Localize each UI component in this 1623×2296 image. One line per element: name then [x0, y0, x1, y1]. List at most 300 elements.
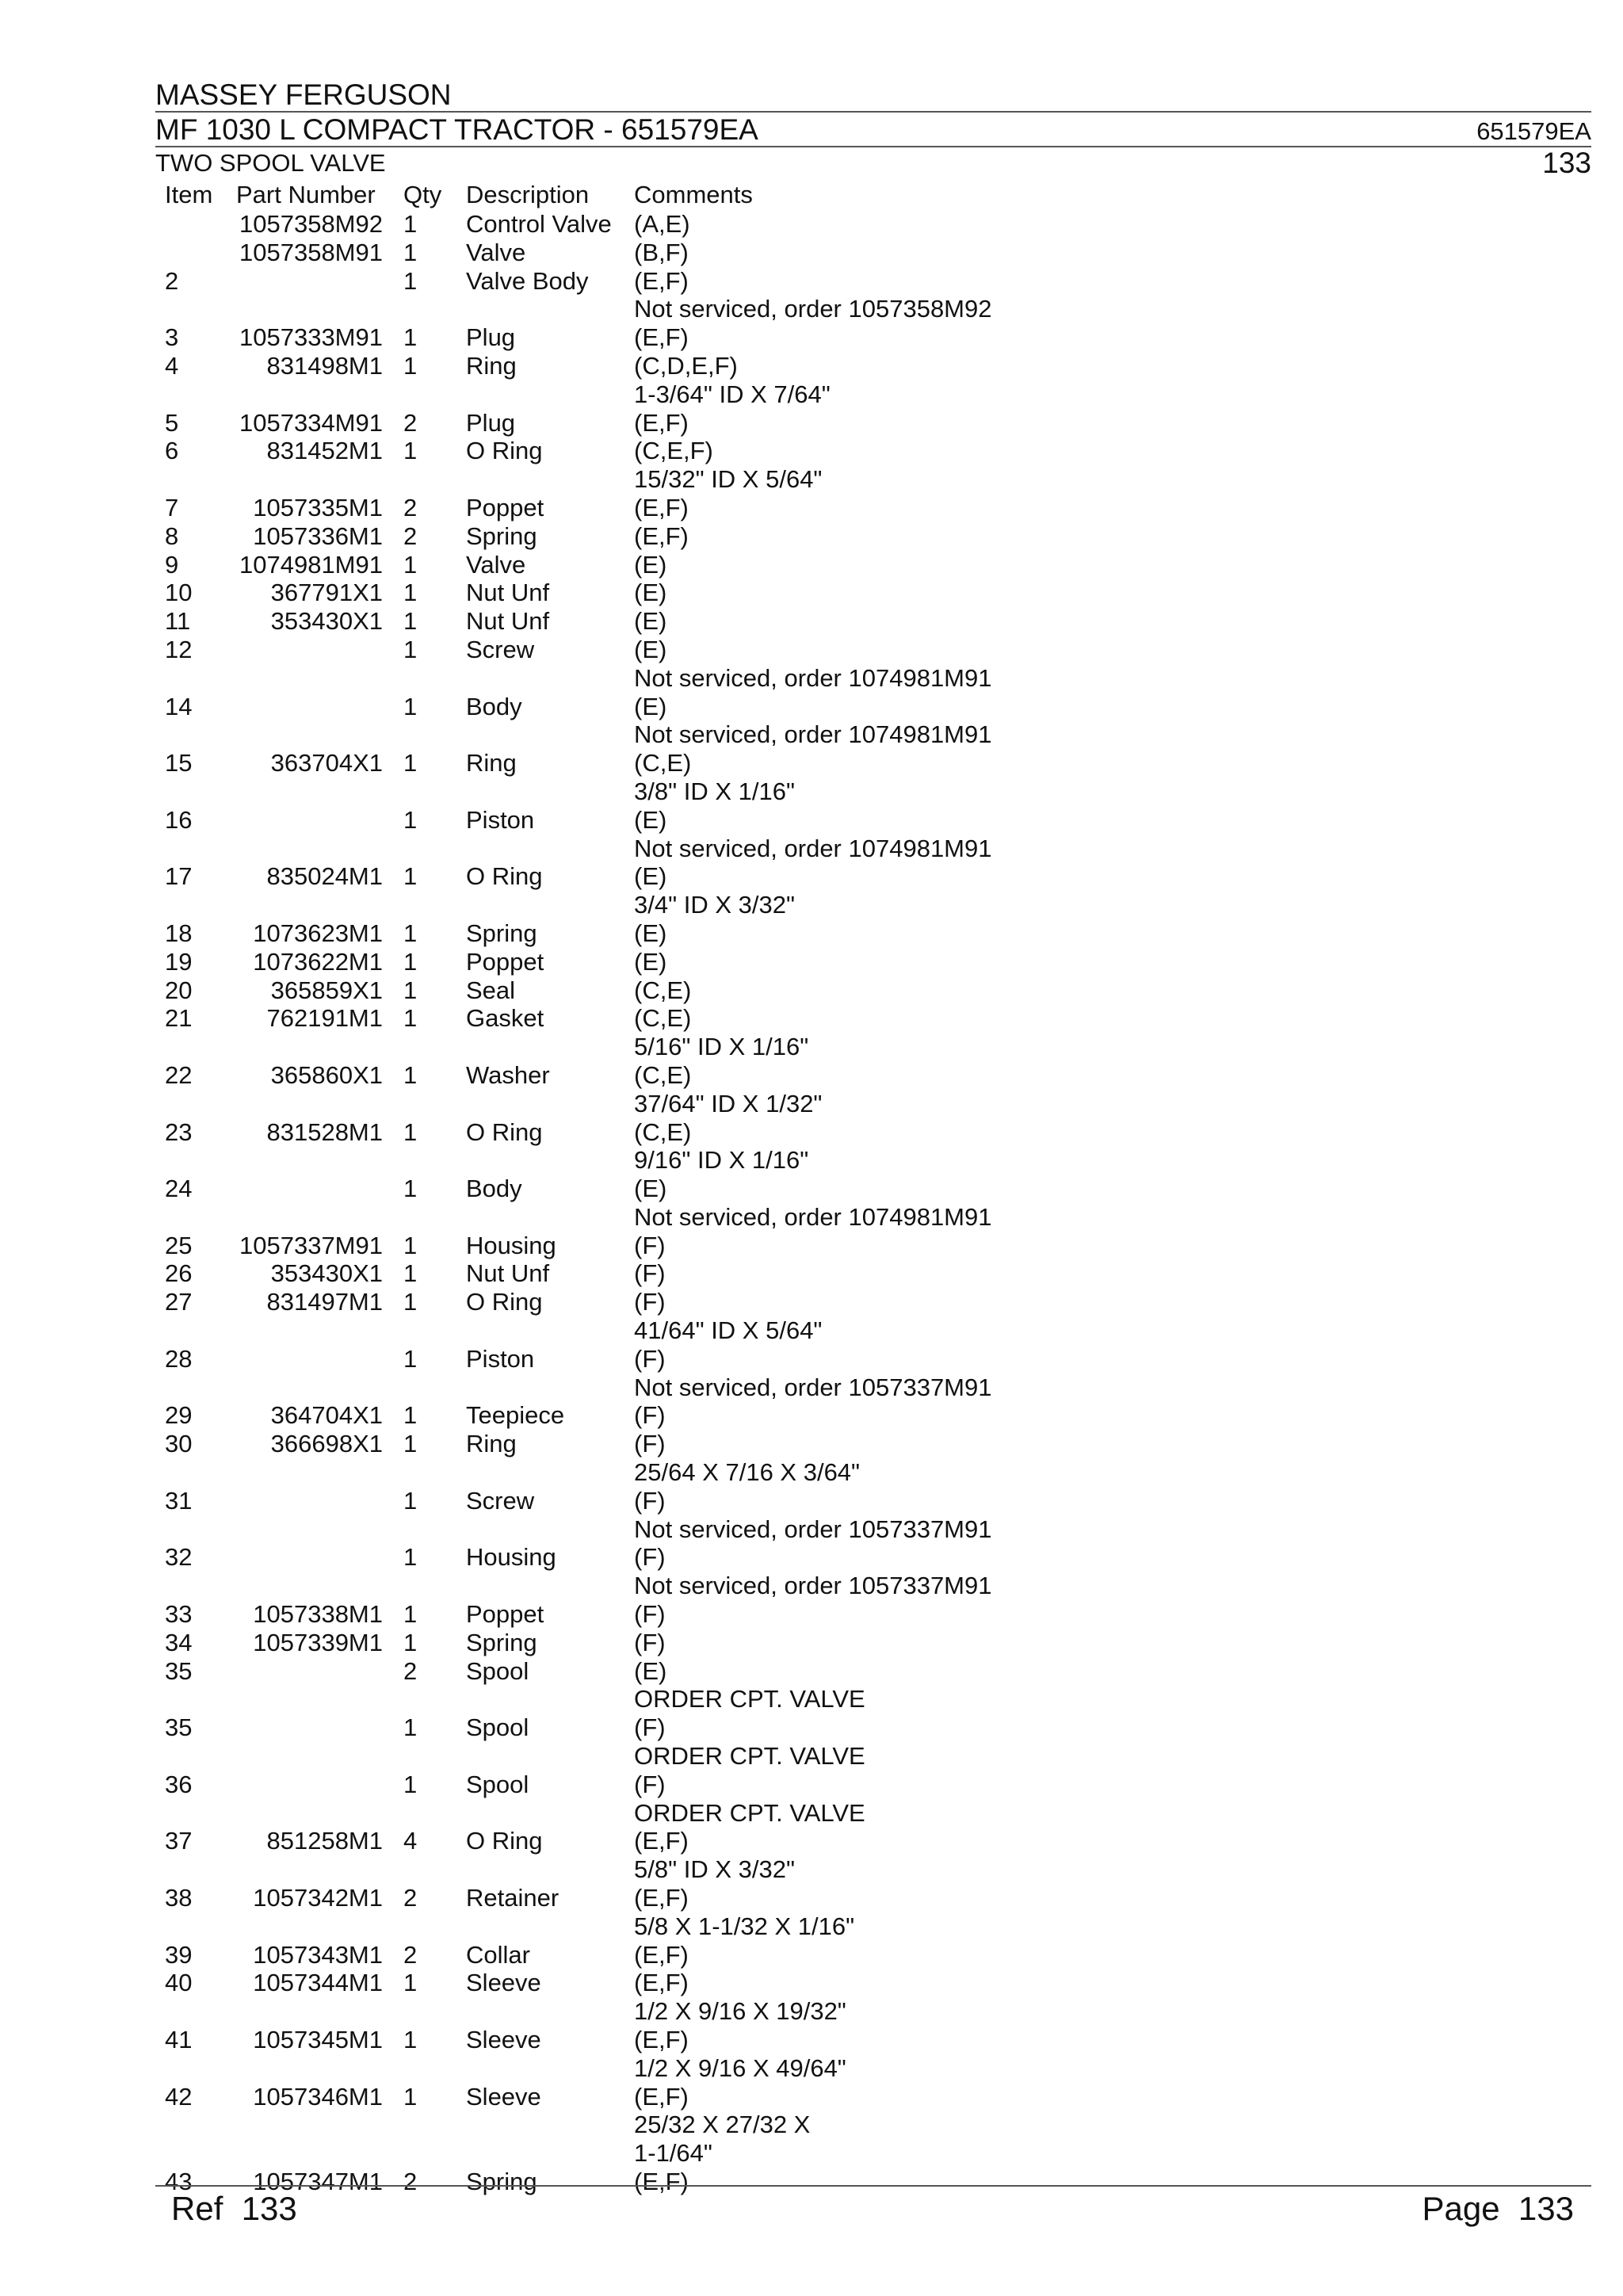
item-number: 6 [165, 437, 179, 465]
comment: (E,F) [634, 408, 689, 437]
table-row [0, 1600, 1623, 1629]
comment: (C,E) [634, 749, 692, 777]
comment: (E,F) [634, 493, 689, 521]
description: Gasket [466, 1004, 544, 1033]
part-number: 1057337M91 [239, 1231, 383, 1259]
item-number: 29 [165, 1401, 193, 1430]
table-row [0, 267, 1623, 296]
quantity: 1 [403, 976, 418, 1004]
comment: (E,F) [634, 2026, 689, 2053]
description: Ring [466, 749, 517, 777]
comment: (F) [634, 1713, 666, 1742]
quantity: 1 [403, 1486, 418, 1515]
section-title: TWO SPOOL VALVE [155, 149, 386, 177]
quantity: 1 [403, 1060, 418, 1089]
description: Washer [466, 1060, 550, 1089]
table-row [0, 2026, 1623, 2054]
table-row [0, 1146, 1623, 1175]
comment: (F) [634, 1628, 666, 1656]
comment: 37/64" ID X 1/32" [634, 1089, 823, 1117]
comment: (C,E) [634, 1060, 692, 1089]
part-number: 1057347M1 [253, 2167, 383, 2195]
quantity: 1 [403, 1770, 418, 1798]
quantity: 1 [403, 1430, 418, 1458]
part-number: 366698X1 [270, 1430, 383, 1458]
table-row [0, 1799, 1623, 1828]
comment: 1-1/64" [634, 2139, 712, 2168]
part-number: 762191M1 [266, 1004, 383, 1033]
table-row [0, 919, 1623, 948]
comment: (C,E) [634, 976, 692, 1004]
item-number: 18 [165, 919, 193, 947]
comment: (E,F) [634, 1940, 689, 1969]
description: Body [466, 1175, 522, 1203]
comment: 9/16" ID X 1/16" [634, 1146, 809, 1175]
comment: (E,F) [634, 521, 689, 550]
comment: (F) [634, 1486, 666, 1515]
part-number: 1057345M1 [253, 2026, 383, 2053]
quantity: 1 [403, 862, 418, 891]
item-number: 41 [165, 2026, 193, 2053]
comment: (E,F) [634, 2082, 689, 2111]
table-row [0, 806, 1623, 835]
description: Piston [466, 1344, 535, 1373]
table-row [0, 2083, 1623, 2111]
item-number: 35 [165, 1656, 193, 1685]
part-number: 1057336M1 [253, 521, 383, 550]
comment: 1-3/64" ID X 7/64" [634, 380, 831, 408]
table-row [0, 1713, 1623, 1742]
comment: (E) [634, 692, 667, 720]
comment: Not serviced, order 1074981M91 [634, 663, 992, 692]
comment: (E) [634, 635, 667, 663]
item-number: 19 [165, 947, 193, 976]
quantity: 1 [403, 947, 418, 976]
item-number: 22 [165, 1060, 193, 1089]
description: Plug [466, 408, 516, 437]
table-row [0, 1458, 1623, 1487]
part-number: 1057342M1 [253, 1884, 383, 1912]
description: Control Valve [466, 210, 612, 238]
quantity: 1 [403, 805, 418, 834]
table-row [0, 1004, 1623, 1033]
table-row [0, 1175, 1623, 1203]
item-number: 16 [165, 805, 193, 834]
comment: 3/8" ID X 1/16" [634, 777, 795, 805]
table-row [0, 352, 1623, 380]
table-row [0, 636, 1623, 664]
table-row [0, 1061, 1623, 1090]
comment: Not serviced, order 1057337M91 [634, 1572, 992, 1600]
quantity: 1 [403, 1175, 418, 1203]
part-number: 831498M1 [266, 351, 383, 380]
item-number: 20 [165, 976, 193, 1004]
quantity: 1 [403, 1231, 418, 1259]
description: Poppet [466, 493, 544, 521]
part-number: 365860X1 [270, 1060, 383, 1089]
item-number: 31 [165, 1486, 193, 1515]
description: Valve [466, 550, 526, 579]
table-row [0, 323, 1623, 352]
quantity: 1 [403, 1543, 418, 1572]
comment: (E) [634, 1175, 667, 1203]
quantity: 1 [403, 692, 418, 720]
comment: (E) [634, 579, 667, 607]
table-row [0, 1572, 1623, 1600]
quantity: 1 [403, 1713, 418, 1742]
description: Collar [466, 1940, 530, 1969]
comment: (E,F) [634, 1884, 689, 1912]
item-number: 43 [165, 2167, 193, 2195]
comment: Not serviced, order 1057337M91 [634, 1373, 992, 1401]
parts-table-body [0, 210, 1623, 2196]
comment: (E) [634, 947, 667, 976]
table-row [0, 1373, 1623, 1402]
description: Screw [466, 635, 535, 663]
item-number: 28 [165, 1344, 193, 1373]
comment: (F) [634, 1770, 666, 1798]
item-number: 26 [165, 1259, 193, 1288]
quantity: 2 [403, 1656, 418, 1685]
part-number: 831497M1 [266, 1288, 383, 1316]
table-row [0, 2054, 1623, 2083]
item-number: 11 [165, 607, 191, 636]
comment: (E) [634, 862, 667, 891]
description: Spool [466, 1770, 529, 1798]
table-row [0, 1884, 1623, 1912]
column-header-description: Description [466, 181, 590, 208]
table-row [0, 2111, 1623, 2139]
description: Sleeve [466, 1969, 541, 1997]
comment: (F) [634, 1600, 666, 1629]
part-number: 851258M1 [266, 1827, 383, 1855]
table-row [0, 1090, 1623, 1118]
table-row [0, 1118, 1623, 1147]
comment: (F) [634, 1259, 666, 1288]
table-row [0, 210, 1623, 239]
description: Nut Unf [466, 579, 550, 607]
part-number: 1057333M91 [239, 323, 383, 352]
description: O Ring [466, 1288, 543, 1316]
description: Sleeve [466, 2082, 541, 2111]
comment: (F) [634, 1543, 666, 1572]
table-row [0, 1259, 1623, 1288]
table-row [0, 1855, 1623, 1884]
table-row [0, 1771, 1623, 1799]
part-number: 1057344M1 [253, 1969, 383, 1997]
description: Spring [466, 919, 537, 947]
comment: Not serviced, order 1057337M91 [634, 1515, 992, 1543]
table-row [0, 1487, 1623, 1515]
quantity: 1 [403, 1628, 418, 1656]
table-row [0, 1941, 1623, 1969]
table-row [0, 1997, 1623, 2026]
table-row [0, 976, 1623, 1005]
page-label: Page [1422, 2190, 1500, 2227]
quantity: 2 [403, 408, 418, 437]
table-row [0, 693, 1623, 721]
comment: 5/8" ID X 3/32" [634, 1855, 795, 1884]
comment: 15/32" ID X 5/64" [634, 465, 823, 494]
table-row [0, 409, 1623, 437]
description: Spring [466, 2167, 537, 2195]
description: Body [466, 692, 522, 720]
part-number: 1057358M91 [239, 238, 383, 266]
table-row [0, 579, 1623, 607]
table-row [0, 1033, 1623, 1061]
quantity: 1 [403, 607, 418, 636]
description: O Ring [466, 1117, 543, 1146]
comment: 3/4" ID X 3/32" [634, 891, 795, 919]
item-number: 32 [165, 1543, 193, 1572]
comment: 25/32 X 27/32 X [634, 2111, 811, 2139]
comment: (C,E) [634, 1004, 692, 1033]
ref-label: Ref [171, 2190, 223, 2227]
description: Housing [466, 1543, 556, 1572]
table-row [0, 749, 1623, 777]
table-row [0, 1430, 1623, 1458]
item-number: 36 [165, 1770, 193, 1798]
description: Plug [466, 323, 516, 352]
table-row [0, 295, 1623, 323]
table-row [0, 1345, 1623, 1373]
table-row [0, 948, 1623, 976]
quantity: 2 [403, 1884, 418, 1912]
item-number: 21 [165, 1004, 193, 1033]
description: Nut Unf [466, 1259, 550, 1288]
comment: 41/64" ID X 5/64" [634, 1316, 823, 1345]
part-number: 1057343M1 [253, 1940, 383, 1969]
description: Valve Body [466, 266, 589, 295]
comment: 25/64 X 7/16 X 3/64" [634, 1458, 861, 1487]
part-number: 1073622M1 [253, 947, 383, 976]
table-row [0, 835, 1623, 863]
table-row [0, 1543, 1623, 1572]
comment: (E) [634, 919, 667, 947]
description: Poppet [466, 947, 544, 976]
table-row [0, 1629, 1623, 1657]
column-header-comments: Comments [634, 181, 753, 208]
table-row [0, 777, 1623, 806]
quantity: 2 [403, 1940, 418, 1969]
description: Spring [466, 1628, 537, 1656]
quantity: 1 [403, 550, 418, 579]
quantity: 1 [403, 210, 418, 238]
comment: 5/8 X 1-1/32 X 1/16" [634, 1912, 855, 1940]
description: Spool [466, 1713, 529, 1742]
table-row [0, 1742, 1623, 1771]
description: Seal [466, 976, 516, 1004]
comment: (B,F) [634, 238, 689, 266]
brand-title: MASSEY FERGUSON [155, 78, 452, 111]
comment: (E,F) [634, 1827, 689, 1855]
comment: ORDER CPT. VALVE [634, 1798, 865, 1827]
comment: ORDER CPT. VALVE [634, 1742, 865, 1771]
description: Screw [466, 1486, 535, 1515]
part-number: 353430X1 [270, 607, 383, 636]
comment: Not serviced, order 1074981M91 [634, 1202, 992, 1231]
quantity: 1 [403, 437, 418, 465]
description: Nut Unf [466, 607, 550, 636]
quantity: 1 [403, 2026, 418, 2053]
quantity: 1 [403, 351, 418, 380]
table-row [0, 1203, 1623, 1232]
table-row [0, 380, 1623, 409]
quantity: 1 [403, 1004, 418, 1033]
comment: (F) [634, 1288, 666, 1316]
quantity: 2 [403, 2167, 418, 2195]
quantity: 1 [403, 323, 418, 352]
description: Sleeve [466, 2026, 541, 2053]
table-row [0, 437, 1623, 465]
part-number: 1057334M91 [239, 408, 383, 437]
part-number: 353430X1 [270, 1259, 383, 1288]
item-number: 4 [165, 351, 179, 380]
part-number: 364704X1 [270, 1401, 383, 1430]
item-number: 25 [165, 1231, 193, 1259]
item-number: 24 [165, 1175, 193, 1203]
table-row [0, 1232, 1623, 1260]
part-number: 835024M1 [266, 862, 383, 891]
table-row [0, 522, 1623, 551]
part-number: 1057338M1 [253, 1600, 383, 1629]
quantity: 2 [403, 521, 418, 550]
part-number: 1057339M1 [253, 1628, 383, 1656]
header-divider [155, 146, 1591, 147]
quantity: 1 [403, 635, 418, 663]
description: Ring [466, 1430, 517, 1458]
item-number: 7 [165, 493, 179, 521]
model-code: 651579EA [1476, 117, 1591, 145]
comment: (E,F) [634, 266, 689, 295]
comment: (E) [634, 1656, 667, 1685]
item-number: 35 [165, 1713, 193, 1742]
quantity: 1 [403, 2082, 418, 2111]
part-number: 365859X1 [270, 976, 383, 1004]
part-number: 1073623M1 [253, 919, 383, 947]
item-number: 3 [165, 323, 179, 352]
item-number: 33 [165, 1600, 193, 1629]
item-number: 12 [165, 635, 193, 663]
item-number: 30 [165, 1430, 193, 1458]
quantity: 1 [403, 1401, 418, 1430]
footer-divider [155, 2185, 1591, 2187]
column-header-part-number: Part Number [236, 181, 376, 208]
part-number: 1057358M92 [239, 210, 383, 238]
quantity: 1 [403, 1117, 418, 1146]
part-number: 1057335M1 [253, 493, 383, 521]
table-row [0, 1401, 1623, 1430]
item-number: 8 [165, 521, 179, 550]
comment: (C,E,F) [634, 437, 713, 465]
ref-value: 133 [241, 2190, 297, 2227]
description: O Ring [466, 862, 543, 891]
part-number: 367791X1 [270, 579, 383, 607]
description: Spool [466, 1656, 529, 1685]
comment: (E) [634, 550, 667, 579]
table-row [0, 1316, 1623, 1345]
item-number: 27 [165, 1288, 193, 1316]
comment: Not serviced, order 1074981M91 [634, 720, 992, 749]
table-row [0, 1969, 1623, 1997]
comment: Not serviced, order 1074981M91 [634, 834, 992, 862]
table-row [0, 465, 1623, 494]
comment: (F) [634, 1401, 666, 1430]
comment: (E,F) [634, 323, 689, 352]
page-value: 133 [1518, 2190, 1574, 2227]
header-page-number: 133 [1542, 147, 1591, 179]
table-row [0, 1288, 1623, 1316]
comment: 1/2 X 9/16 X 49/64" [634, 2053, 846, 2082]
item-number: 42 [165, 2082, 193, 2111]
item-number: 34 [165, 1628, 193, 1656]
quantity: 1 [403, 1600, 418, 1629]
item-number: 37 [165, 1827, 193, 1855]
description: Piston [466, 805, 535, 834]
description: Valve [466, 238, 526, 266]
comment: 1/2 X 9/16 X 19/32" [634, 1997, 846, 2026]
part-number: 1074981M91 [239, 550, 383, 579]
footer-ref [171, 2189, 297, 2229]
table-row [0, 891, 1623, 919]
comment: 5/16" ID X 1/16" [634, 1033, 809, 1061]
comment: (E) [634, 607, 667, 636]
description: O Ring [466, 437, 543, 465]
comment: (F) [634, 1231, 666, 1259]
quantity: 1 [403, 1259, 418, 1288]
description: Housing [466, 1231, 556, 1259]
part-number: 1057346M1 [253, 2082, 383, 2111]
description: Ring [466, 351, 517, 380]
description: Spring [466, 521, 537, 550]
comment: (E,F) [634, 2167, 689, 2195]
column-header-item: Item [165, 181, 213, 208]
model-title: MF 1030 L COMPACT TRACTOR - 651579EA [155, 113, 758, 146]
item-number: 15 [165, 749, 193, 777]
comment: (C,D,E,F) [634, 351, 738, 380]
item-number: 9 [165, 550, 179, 579]
table-row [0, 1827, 1623, 1855]
comment: (F) [634, 1430, 666, 1458]
item-number: 10 [165, 579, 193, 607]
table-row [0, 239, 1623, 267]
quantity: 1 [403, 266, 418, 295]
item-number: 5 [165, 408, 179, 437]
quantity: 1 [403, 749, 418, 777]
comment: (F) [634, 1344, 666, 1373]
footer-page [1422, 2189, 1574, 2229]
part-number: 363704X1 [270, 749, 383, 777]
column-header-qty: Qty [403, 181, 442, 208]
comment: ORDER CPT. VALVE [634, 1685, 865, 1713]
table-row [0, 720, 1623, 749]
item-number: 38 [165, 1884, 193, 1912]
table-row [0, 1515, 1623, 1544]
table-row [0, 1912, 1623, 1941]
table-row [0, 664, 1623, 693]
comment: (C,E) [634, 1117, 692, 1146]
table-row [0, 1685, 1623, 1713]
item-number: 14 [165, 692, 193, 720]
comment: (E,F) [634, 1969, 689, 1997]
table-row [0, 2139, 1623, 2168]
item-number: 17 [165, 862, 193, 891]
description: O Ring [466, 1827, 543, 1855]
table-row [0, 862, 1623, 891]
quantity: 1 [403, 1344, 418, 1373]
quantity: 2 [403, 493, 418, 521]
description: Poppet [466, 1600, 544, 1629]
